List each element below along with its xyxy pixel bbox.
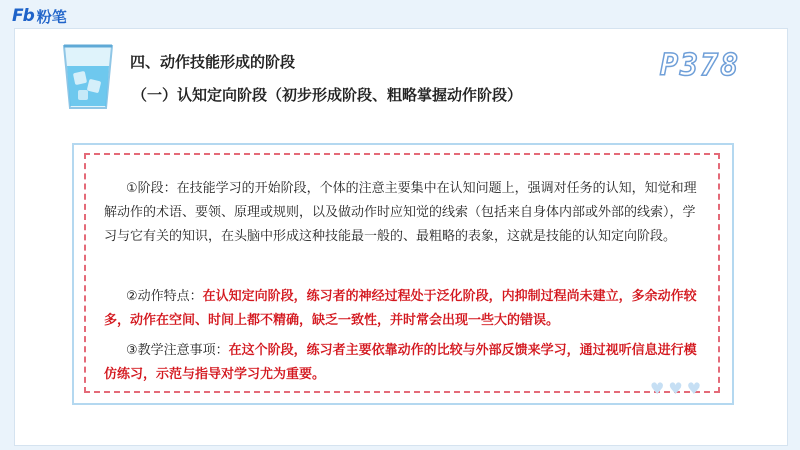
paragraph-label: ①阶段： [126,181,177,196]
section-heading: 四、动作技能形成的阶段 [130,53,296,71]
paragraph-emphasis: 在认知定向阶段，练习者的神经过程处于泛化阶段，内抑制过程尚未建立，多余动作较多，动作在空间、时间上都不精确，缺乏一致性，并时常会出现一些大的错误。 [104,289,697,328]
paragraph-label: ③教学注意事项： [126,343,229,358]
page-code: P378 [660,48,741,83]
brand-logo [12,5,67,27]
paragraph-label: ②动作特点： [126,289,203,304]
heart-icon: ♥ [650,379,665,398]
heart-icon: ♥ [668,379,683,398]
paragraph-emphasis: 在这个阶段，练习者主要依靠动作的比较与外部反馈来学习，通过视听信息进行模仿练习，示范与指导对学习尤为重要。 [104,343,697,382]
section-subheading: （一）认知定向阶段（初步形成阶段、粗略掌握动作阶段） [132,86,523,104]
brand-name: 粉笔 [36,7,67,26]
paragraph-text: 在技能学习的开始阶段，个体的注意主要集中在认知问题上，强调对任务的认知，知觉和理解动作的术语、要领、原理或规则，以及做动作时应知觉的线索（包括来自身体内部或外部的线索），学习与它有关的知识，在头脑中形成这种技能最一般的、最粗略的表象，这就是技能的认知定向阶段。 [104,181,697,244]
paragraph-teaching-notes [104,339,704,387]
paragraph-stage [104,177,704,249]
decoration-hearts [650,380,720,398]
paragraph-characteristics [104,285,704,333]
heart-icon: ♥ [686,379,702,398]
brand-mark: Fb [12,6,34,26]
glass-of-water-icon [56,40,120,112]
